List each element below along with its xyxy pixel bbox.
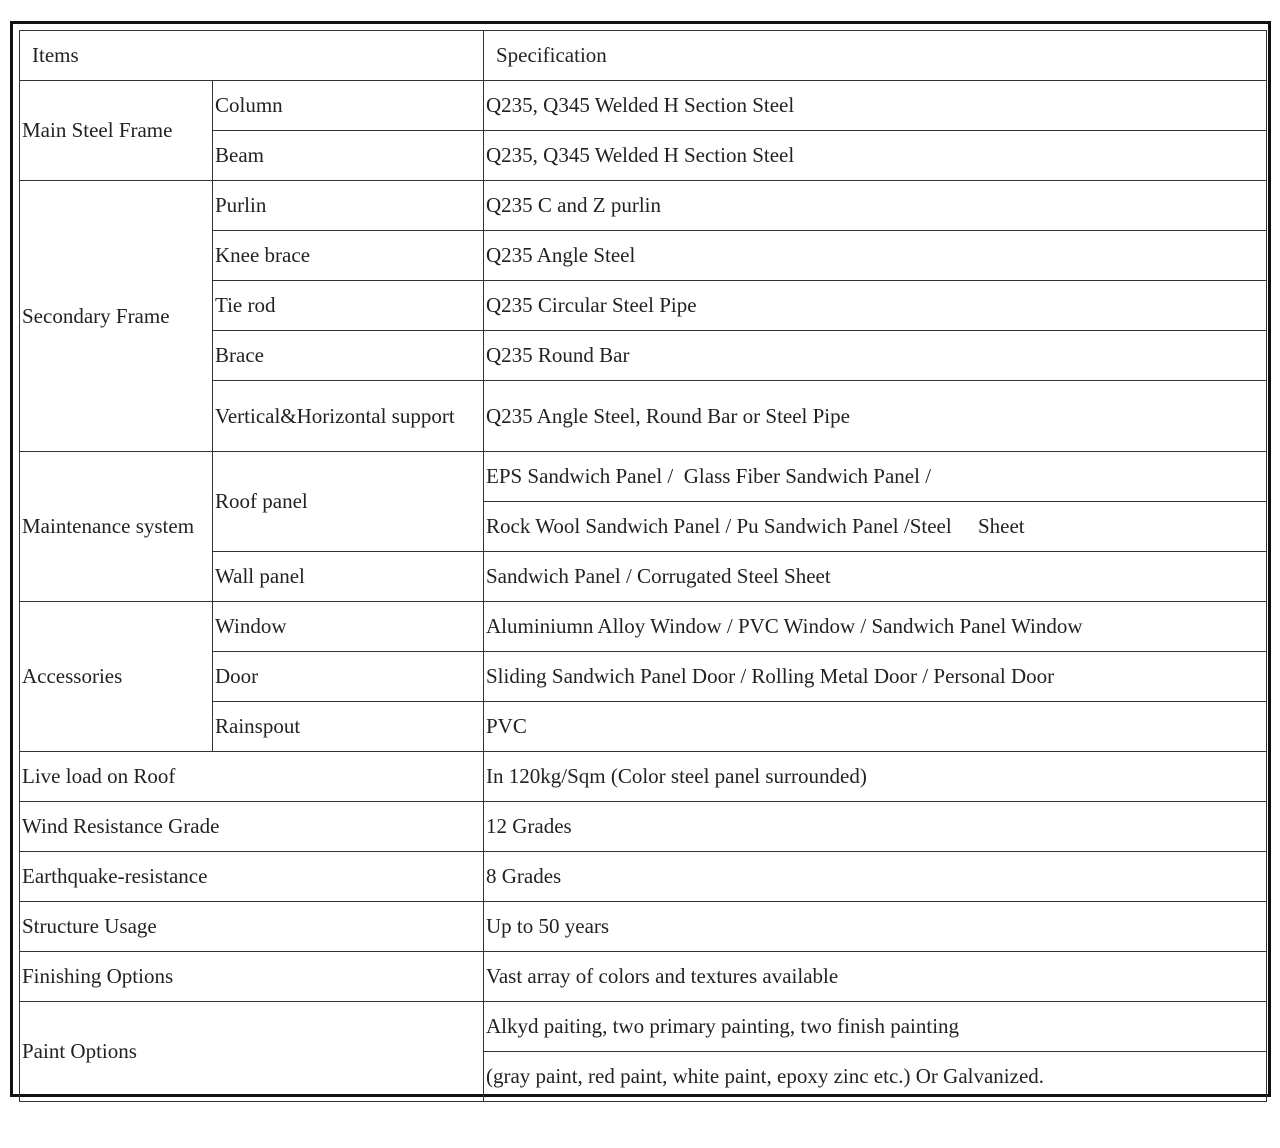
spec-wall-panel: Sandwich Panel / Corrugated Steel Sheet <box>484 552 1267 602</box>
table-row <box>20 802 1267 852</box>
spec-roof-panel-line-2: Rock Wool Sandwich Panel / Pu Sandwich Panel /Steel Sheet <box>484 502 1267 552</box>
specification-table <box>19 30 1267 1102</box>
header-items: Items <box>20 31 484 81</box>
item-live-load: Live load on Roof <box>20 752 484 802</box>
group-maintenance-system: Maintenance system <box>20 452 213 602</box>
spec-paint-options-line-1: Alkyd paiting, two primary painting, two finish painting <box>484 1002 1267 1052</box>
item-knee-brace: Knee brace <box>213 231 484 281</box>
table-row <box>20 1002 1267 1052</box>
table-row <box>20 852 1267 902</box>
table-row <box>20 181 1267 231</box>
spec-rainspout: PVC <box>484 702 1267 752</box>
spec-paint-options-line-2: (gray paint, red paint, white paint, epoxy zinc etc.) Or Galvanized. <box>484 1052 1267 1102</box>
spec-roof-panel-line-1: EPS Sandwich Panel / Glass Fiber Sandwich Panel / <box>484 452 1267 502</box>
item-purlin: Purlin <box>213 181 484 231</box>
item-paint-options: Paint Options <box>20 1002 484 1102</box>
table-header-row <box>20 31 1267 81</box>
spec-finishing-options: Vast array of colors and textures available <box>484 952 1267 1002</box>
table-row <box>20 81 1267 131</box>
item-structure-usage: Structure Usage <box>20 902 484 952</box>
spec-purlin: Q235 C and Z purlin <box>484 181 1267 231</box>
spec-window: Aluminiumn Alloy Window / PVC Window / Sandwich Panel Window <box>484 602 1267 652</box>
table-row <box>20 952 1267 1002</box>
spec-vertical-horizontal-support: Q235 Angle Steel, Round Bar or Steel Pipe <box>484 381 1267 452</box>
item-column: Column <box>213 81 484 131</box>
group-secondary-frame: Secondary Frame <box>20 181 213 452</box>
table-row <box>20 902 1267 952</box>
header-specification: Specification <box>484 31 1267 81</box>
spec-tie-rod: Q235 Circular Steel Pipe <box>484 281 1267 331</box>
spec-structure-usage: Up to 50 years <box>484 902 1267 952</box>
spec-live-load: In 120kg/Sqm (Color steel panel surrounded) <box>484 752 1267 802</box>
spec-brace: Q235 Round Bar <box>484 331 1267 381</box>
spec-door: Sliding Sandwich Panel Door / Rolling Metal Door / Personal Door <box>484 652 1267 702</box>
item-brace: Brace <box>213 331 484 381</box>
item-wind-resistance: Wind Resistance Grade <box>20 802 484 852</box>
item-wall-panel: Wall panel <box>213 552 484 602</box>
item-vertical-horizontal-support: Vertical&Horizontal support <box>213 381 484 452</box>
spec-wind-resistance: 12 Grades <box>484 802 1267 852</box>
spec-column: Q235, Q345 Welded H Section Steel <box>484 81 1267 131</box>
item-earthquake-resistance: Earthquake-resistance <box>20 852 484 902</box>
item-roof-panel: Roof panel <box>213 452 484 552</box>
group-accessories: Accessories <box>20 602 213 752</box>
item-beam: Beam <box>213 131 484 181</box>
item-window: Window <box>213 602 484 652</box>
spec-knee-brace: Q235 Angle Steel <box>484 231 1267 281</box>
item-door: Door <box>213 652 484 702</box>
table-row <box>20 452 1267 502</box>
group-main-steel-frame: Main Steel Frame <box>20 81 213 181</box>
table-row <box>20 752 1267 802</box>
spec-beam: Q235, Q345 Welded H Section Steel <box>484 131 1267 181</box>
spec-earthquake-resistance: 8 Grades <box>484 852 1267 902</box>
item-rainspout: Rainspout <box>213 702 484 752</box>
table-row <box>20 602 1267 652</box>
item-tie-rod: Tie rod <box>213 281 484 331</box>
item-finishing-options: Finishing Options <box>20 952 484 1002</box>
